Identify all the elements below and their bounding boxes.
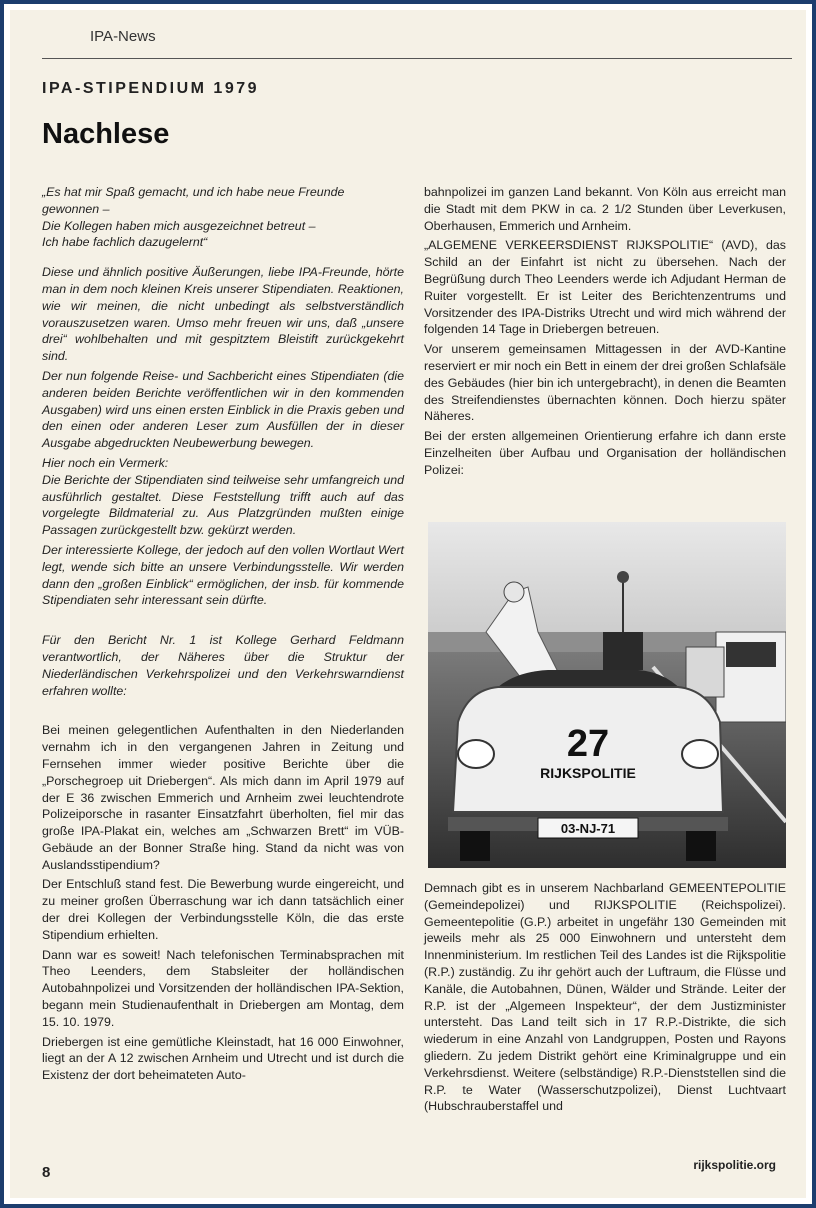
car-number: 27	[566, 723, 610, 765]
intro-paragraph: Der interessierte Kollege, der jedoch auf den vollen Wortlaut Wert legt, wende sich bitte an unsere Verbindungsstelle. Wir werden dann den „großen Einblick“ ermöglichen, der insb. für kommende Stipendiaten sehr interessant sein dürfte.	[42, 542, 404, 608]
left-column	[42, 184, 404, 1087]
body-paragraph: „ALGEMENE VERKEERSDIENST RIJKSPOLITIE“ (AVD), das Schild an der Einfahrt ist nicht zu übersehen. Nach der Begrüßung durch Theo Leenders werde ich Adjudant Herman de Ruiter vorgestellt. Er ist Leiter des Berichtenzentrums und Vorsitzender des IPA-Distriks Utrecht und wird mich während der folgenden 14 Tage in Driebergen betreuen.	[424, 238, 786, 337]
body-paragraph: Vor unserem gemeinsamen Mittagessen in der AVD-Kantine reserviert er mir noch ein Bett in einem der drei großen Schlafsäle des Gebäudes (hier bin ich untergebracht), in denen die Beamten des Streifendienstes übernachten können. Doch hierzu später Näheres.	[424, 342, 786, 424]
body-paragraph: Demnach gibt es in unserem Nachbarland GEMEENTEPOLITIE (Gemeindepolizei) und RIJKSPOLITIE (Reichspolizei). Gemeentepolitie (G.P.) arbeitet in ungefähr 130 Gemeinden mit jeweils mehr als 25 000 Einwohnern und untersteht dem Innenministerium. Im restlichen Teil des Landes ist die Rijkspolitie (R.P.) zuständig. Zu ihr gehört auch der Luftraum, die Flüsse und Kanäle, die Autobahnen, Dünen, Wälder und Strände. Leiter der R.P. ist der „Algemeen Inspekteur“, der dem Justizminister untersteht. Das Land teilt sich in 17 R.P.-Distrikte, die sich wiederum in eine Anzahl von Landgruppen, Posten und Rayons gliedern. Zu jedem Distrikt gehört eine Kriminalgruppe und ein Verkehrsdienst. Weitere (selbständige) R.P.-Dienststellen sind die R.P. te Water (Wasserschutzpolizei), Dienst Luchtvaart (Hubschrauberstaffel und	[424, 881, 786, 1114]
source-watermark: rijkspolitie.org	[693, 1158, 776, 1172]
intro-paragraph: Hier noch ein Vermerk:	[42, 455, 169, 470]
body-paragraph: bahnpolizei im ganzen Land bekannt. Von Köln aus erreicht man die Stadt mit dem PKW in ca. 2 1/2 Stunden über Leverkusen, Oberhausen, Emmerich und Arnheim.	[424, 185, 786, 233]
intro-paragraph: Die Berichte der Stipendiaten sind teilweise sehr umfangreich und ausführlich gestaltet. Diese Feststellung trifft auch auf das vorgelegte Bildmaterial zu. Aus Platzgründen mußten einige Passagen zurückgestellt bzw. gekürzt werden.	[42, 472, 404, 538]
intro-paragraph: Der nun folgende Reise- und Sachbericht eines Stipendiaten (die anderen beiden Berichte veröffentlichen wir in den kommenden Ausgaben) wird uns einen ersten Einblick in die Praxis geben und den einen oder anderen Leser zum Ausfüllen der in dieser Ausgabe abgedruckten Neubewerbung bewegen.	[42, 368, 404, 451]
body-paragraph: Der Entschluß stand fest. Die Bewerbung wurde eingereicht, und zu meiner großen Überraschung war ich dann tatsächlich einer der drei Kollegen der Verbindungsstelle Köln, die das erste Stipendium erhielten.	[42, 877, 404, 942]
section-title: IPA-STIPENDIUM 1979	[42, 80, 260, 97]
intro-quote-line: „Es hat mir Spaß gemacht, und ich habe neue Freunde gewonnen –	[42, 185, 345, 216]
body-paragraph: Driebergen ist eine gemütliche Kleinstadt, hat 16 000 Einwohner, liegt an der A 12 zwischen Arnheim und Utrecht und ist durch die Existenz der dort beheimateten Auto-	[42, 1034, 404, 1083]
header-rule	[42, 58, 792, 59]
body-paragraph: Bei der ersten allgemeinen Orientierung erfahre ich dann erste Einzelheiten über Aufbau und Organisation der holländischen Polizei:	[424, 429, 786, 477]
intro-paragraph: Diese und ähnlich positive Äußerungen, liebe IPA-Freunde, hörte man in dem noch kleinen Kreis unserer Stipendiaten. Reaktionen, wie wir meinen, die nicht unbedingt als selbstverständlich vorauszusetzen waren. Umso mehr freuen wir uns, daß „unsere drei“ wohlbehalten und mit gespitztem Bleistift zurückgekehrt sind.	[42, 265, 404, 364]
article-headline: Nachlese	[42, 118, 170, 150]
police-porsche-photo	[428, 522, 786, 868]
license-plate: 03-NJ-71	[560, 821, 616, 836]
right-column-continued	[424, 880, 786, 1118]
report-intro: Für den Bericht Nr. 1 ist Kollege Gerhard Feldmann verantwortlich, der Näheres über die Struktur der Niederländischen Verkehrspolizei und den Verkehrswarndienst erfahren wollte:	[42, 633, 404, 698]
body-paragraph: Dann war es soweit! Nach telefonischen Terminabsprachen mit Theo Leenders, dem Stabsleiter der holländischen Autobahnpolizei und Vorsitzenden der holländischen IPA-Sektion, begann mein Studienaufenthalt in Driebergen am Montag, dem 15. 10. 1979.	[42, 947, 404, 1029]
page-number: 8	[42, 1164, 51, 1181]
running-header: IPA-News	[90, 28, 156, 45]
intro-quote-line: Die Kollegen haben mich ausgezeichnet betreut –	[42, 218, 316, 233]
right-column	[424, 184, 786, 482]
body-paragraph: Bei meinen gelegentlichen Aufenthalten in den Niederlanden vernahm ich in den vergangenen Jahren in Zeitung und Fernsehen immer wieder positive Berichte über die „Porschegroep uit Driebergen“. Als mich dann im April 1979 auf der E 36 zwischen Emmerich und Arnheim zwei leuchtendrote Polizeiporsche in rasanter Einsatzfahrt überholten, fiel mir das große IPA-Plakat ein, welches am „Schwarzen Brett“ im VÜB-Gebäude an der Bonner Straße hing. Stand da nicht was von Auslandsstipendium?	[42, 723, 404, 872]
car-lettering: RIJKSPOLITIE	[540, 765, 636, 781]
intro-quote-line: Ich habe fachlich dazugelernt“	[42, 235, 208, 250]
